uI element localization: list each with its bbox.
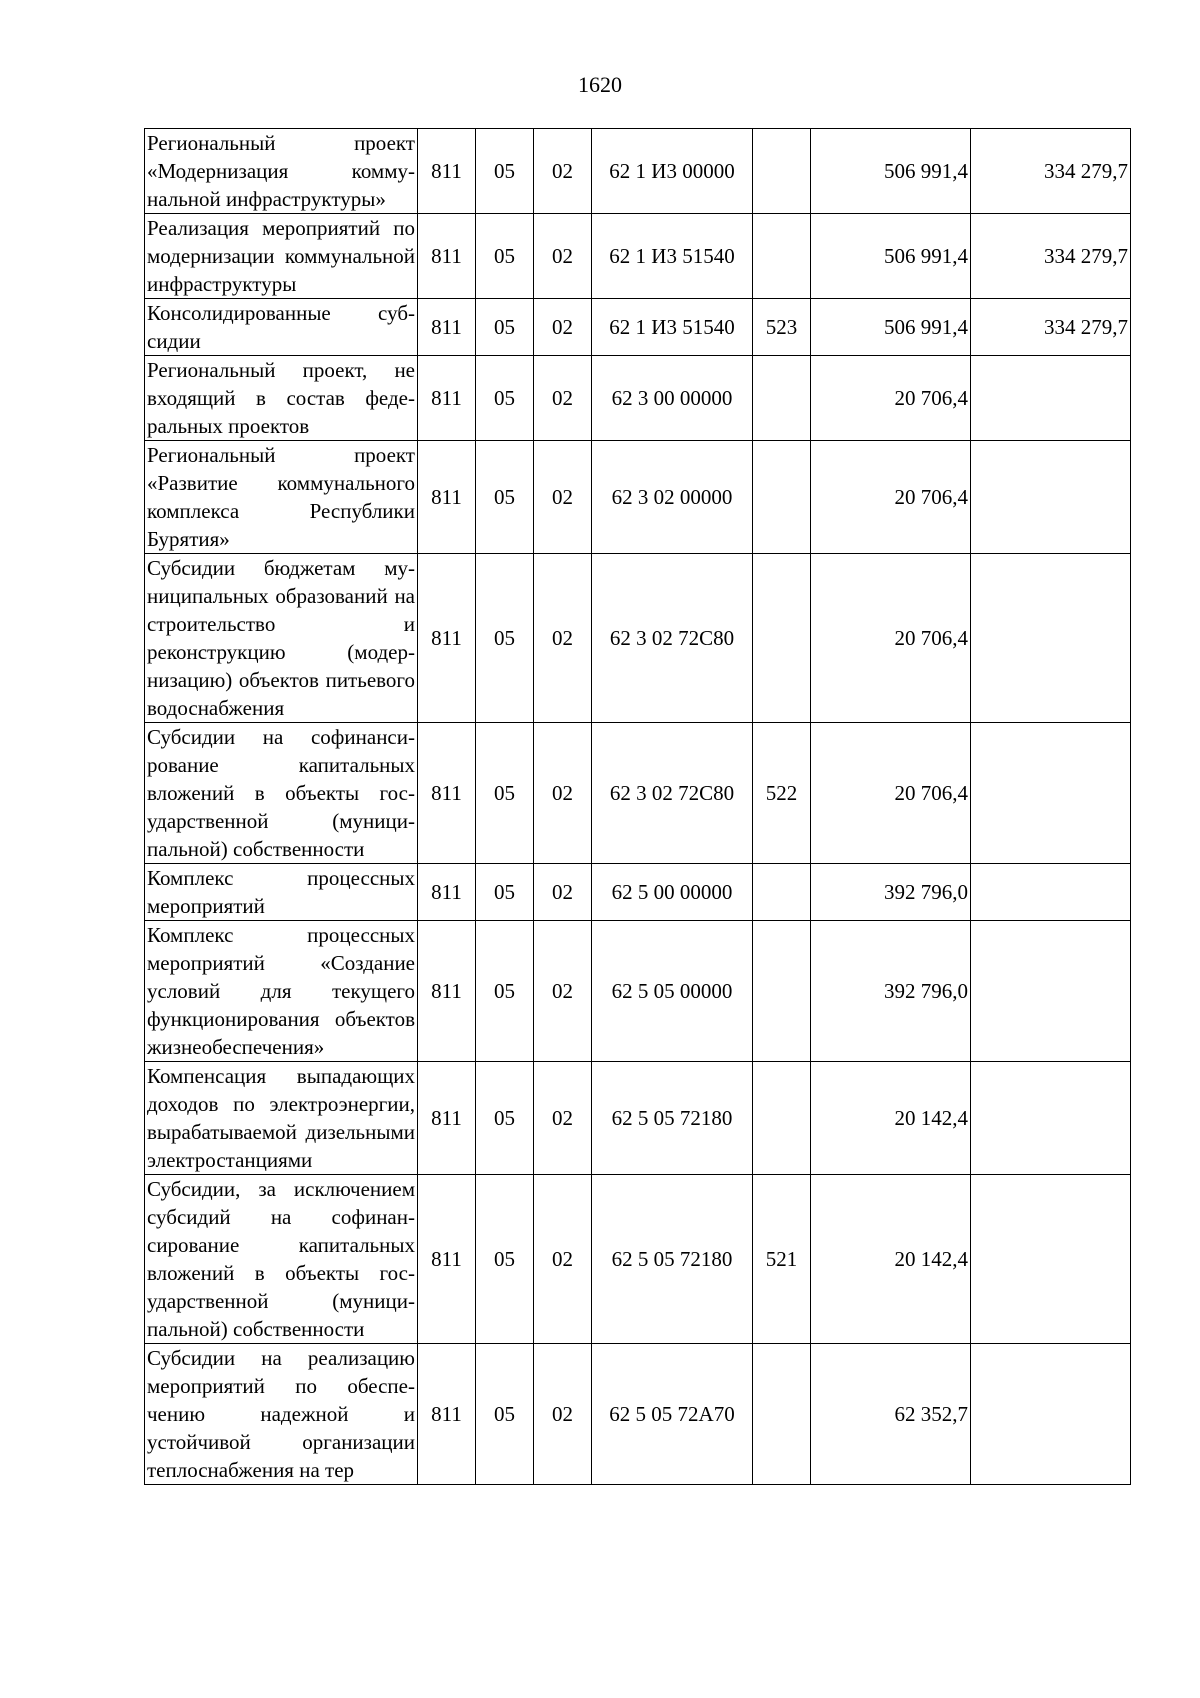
amount-first: 392 796,0 xyxy=(811,921,971,1062)
section-code: 05 xyxy=(476,441,534,554)
amount-first: 62 352,7 xyxy=(811,1344,971,1485)
amount-second xyxy=(971,1175,1131,1344)
row-name: Субсидии на реализацию мероприятий по обеспечению надежной и устойчивой организации теплоснабжения на тер xyxy=(145,1344,418,1485)
table-row xyxy=(145,129,1131,214)
subsection-code: 02 xyxy=(534,1175,592,1344)
amount-first: 20 706,4 xyxy=(811,723,971,864)
amount-first: 20 706,4 xyxy=(811,356,971,441)
row-name: Компенсация выпадающих доходов по электроэнергии, вырабатываемой дизельными электростанциями xyxy=(145,1062,418,1175)
expense-type-code xyxy=(753,356,811,441)
amount-second xyxy=(971,1344,1131,1485)
target-article-code: 62 5 00 00000 xyxy=(592,864,753,921)
amount-first: 506 991,4 xyxy=(811,129,971,214)
section-code: 05 xyxy=(476,1175,534,1344)
row-name: Региональный проект «Развитие коммунального комплекса Республики Бурятия» xyxy=(145,441,418,554)
subsection-code: 02 xyxy=(534,921,592,1062)
section-code: 05 xyxy=(476,299,534,356)
expense-type-code xyxy=(753,1062,811,1175)
expense-type-code xyxy=(753,921,811,1062)
ministry-code: 811 xyxy=(418,129,476,214)
target-article-code: 62 1 И3 51540 xyxy=(592,299,753,356)
amount-first: 506 991,4 xyxy=(811,299,971,356)
section-code: 05 xyxy=(476,723,534,864)
table-row xyxy=(145,1062,1131,1175)
table-row xyxy=(145,1175,1131,1344)
subsection-code: 02 xyxy=(534,299,592,356)
table-row xyxy=(145,921,1131,1062)
section-code: 05 xyxy=(476,1344,534,1485)
amount-first: 20 706,4 xyxy=(811,441,971,554)
subsection-code: 02 xyxy=(534,554,592,723)
target-article-code: 62 5 05 72180 xyxy=(592,1062,753,1175)
target-article-code: 62 5 05 00000 xyxy=(592,921,753,1062)
target-article-code: 62 3 02 72С80 xyxy=(592,554,753,723)
table-row xyxy=(145,356,1131,441)
subsection-code: 02 xyxy=(534,356,592,441)
ministry-code: 811 xyxy=(418,1344,476,1485)
target-article-code: 62 1 И3 51540 xyxy=(592,214,753,299)
expense-type-code xyxy=(753,1344,811,1485)
ministry-code: 811 xyxy=(418,299,476,356)
expense-type-code xyxy=(753,441,811,554)
row-name: Реализация мероприятий по модернизации коммунальной инфраструктуры xyxy=(145,214,418,299)
table-row xyxy=(145,723,1131,864)
amount-second xyxy=(971,356,1131,441)
section-code: 05 xyxy=(476,356,534,441)
amount-second: 334 279,7 xyxy=(971,129,1131,214)
ministry-code: 811 xyxy=(418,554,476,723)
ministry-code: 811 xyxy=(418,1062,476,1175)
row-name: Консолидированные субсидии xyxy=(145,299,418,356)
amount-second xyxy=(971,723,1131,864)
amount-first: 20 142,4 xyxy=(811,1062,971,1175)
row-name: Комплекс процессных мероприятий «Создание условий для текущего функционирования объектов жизнеобеспечения» xyxy=(145,921,418,1062)
table-row xyxy=(145,441,1131,554)
row-name: Региональный проект «Модернизация коммунальной инфраструктуры» xyxy=(145,129,418,214)
row-name: Субсидии бюджетам муниципальных образований на строительство и реконструкцию (модернизацию) объектов питьевого водоснабжения xyxy=(145,554,418,723)
target-article-code: 62 1 И3 00000 xyxy=(592,129,753,214)
ministry-code: 811 xyxy=(418,1175,476,1344)
expense-type-code xyxy=(753,864,811,921)
table-row xyxy=(145,864,1131,921)
target-article-code: 62 3 02 00000 xyxy=(592,441,753,554)
amount-second xyxy=(971,441,1131,554)
expense-type-code xyxy=(753,214,811,299)
page-number: 1620 xyxy=(578,72,622,97)
amount-second xyxy=(971,554,1131,723)
table-row xyxy=(145,214,1131,299)
section-code: 05 xyxy=(476,864,534,921)
amount-second xyxy=(971,921,1131,1062)
ministry-code: 811 xyxy=(418,214,476,299)
subsection-code: 02 xyxy=(534,1062,592,1175)
ministry-code: 811 xyxy=(418,356,476,441)
section-code: 05 xyxy=(476,1062,534,1175)
budget-table xyxy=(144,128,1131,1485)
target-article-code: 62 5 05 72А70 xyxy=(592,1344,753,1485)
expense-type-code: 521 xyxy=(753,1175,811,1344)
table-row xyxy=(145,299,1131,356)
section-code: 05 xyxy=(476,921,534,1062)
amount-first: 506 991,4 xyxy=(811,214,971,299)
target-article-code: 62 3 00 00000 xyxy=(592,356,753,441)
ministry-code: 811 xyxy=(418,864,476,921)
target-article-code: 62 5 05 72180 xyxy=(592,1175,753,1344)
section-code: 05 xyxy=(476,129,534,214)
section-code: 05 xyxy=(476,554,534,723)
subsection-code: 02 xyxy=(534,864,592,921)
expense-type-code: 522 xyxy=(753,723,811,864)
row-name: Комплекс процессных мероприятий xyxy=(145,864,418,921)
amount-first: 20 142,4 xyxy=(811,1175,971,1344)
row-name: Региональный проект, не входящий в состав федеральных проектов xyxy=(145,356,418,441)
section-code: 05 xyxy=(476,214,534,299)
target-article-code: 62 3 02 72С80 xyxy=(592,723,753,864)
ministry-code: 811 xyxy=(418,921,476,1062)
amount-second: 334 279,7 xyxy=(971,299,1131,356)
ministry-code: 811 xyxy=(418,441,476,554)
expense-type-code: 523 xyxy=(753,299,811,356)
amount-first: 392 796,0 xyxy=(811,864,971,921)
expense-type-code xyxy=(753,129,811,214)
amount-second: 334 279,7 xyxy=(971,214,1131,299)
row-name: Субсидии на софинансирование капитальных вложений в объекты государственной (муниципальной) собственности xyxy=(145,723,418,864)
subsection-code: 02 xyxy=(534,129,592,214)
subsection-code: 02 xyxy=(534,723,592,864)
subsection-code: 02 xyxy=(534,441,592,554)
table-row xyxy=(145,554,1131,723)
row-name: Субсидии, за исключением субсидий на софинансирование капитальных вложений в объекты государственной (муниципальной) собственности xyxy=(145,1175,418,1344)
subsection-code: 02 xyxy=(534,1344,592,1485)
table-row xyxy=(145,1344,1131,1485)
amount-second xyxy=(971,864,1131,921)
subsection-code: 02 xyxy=(534,214,592,299)
amount-first: 20 706,4 xyxy=(811,554,971,723)
ministry-code: 811 xyxy=(418,723,476,864)
expense-type-code xyxy=(753,554,811,723)
amount-second xyxy=(971,1062,1131,1175)
